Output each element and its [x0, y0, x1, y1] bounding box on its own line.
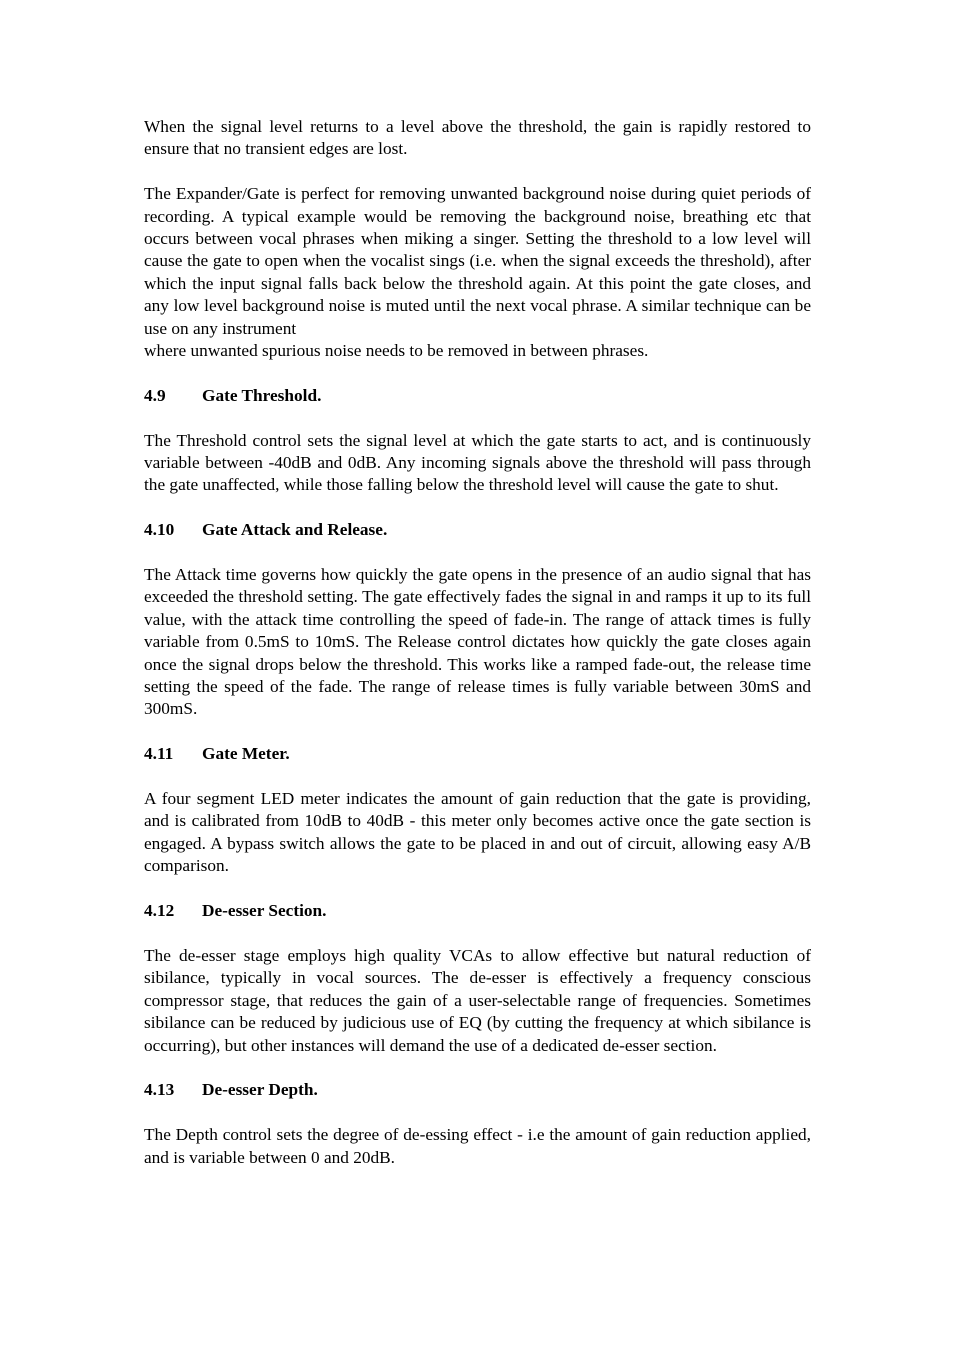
section-body-4-11: A four segment LED meter indicates the amount of gain reduction that the gate is providing, and is calibrated from 10dB to 40dB - this meter only becomes active once the gate section is engaged. A bypass switch allows the gate to be placed in and out of circuit, allowing easy A/B comparison.	[144, 789, 811, 876]
section-heading-4-9	[144, 385, 811, 407]
section-heading-4-10	[144, 519, 811, 541]
section-title: Gate Threshold.	[202, 385, 322, 405]
section-number: 4.9	[144, 385, 166, 405]
document-page	[144, 116, 811, 1191]
section-number: 4.10	[144, 520, 175, 540]
section-title: De-esser Depth.	[202, 1080, 318, 1100]
intro-paragraph-2-text: The Expander/Gate is perfect for removing unwanted background noise during quiet periods of recording. A typical example would be removing the background noise, breathing etc that occurs between vocal phrases when miking a singer. Setting the threshold to a low level will cause the gate to open when the vocalist sings (i.e. when the signal exceeds the threshold), after which the input signal falls back below the threshold again. At this point the gate closes, and any low level background noise is muted until the next vocal phrase. A similar technique can be use on any instrument	[144, 184, 811, 338]
section-body-4-10: The Attack time governs how quickly the gate opens in the presence of an audio signal that has exceeded the threshold setting. The gate effectively fades the signal in and ramps it up to its full value, with the attack time controlling the speed of fade-in. The range of attack times is fully variable from 0.5mS to 10mS. The Release control dictates how quickly the gate closes again once the signal drops below the threshold. This works like a ramped fade-out, the release time setting the speed of the fade. The range of release times is fully variable between 30mS and 300mS.	[144, 565, 811, 719]
section-body-4-13: The Depth control sets the degree of de-essing effect - i.e the amount of gain reduction applied, and is variable between 0 and 20dB.	[144, 1125, 811, 1167]
intro-paragraph-2	[144, 183, 811, 362]
section-body-4-9: The Threshold control sets the signal level at which the gate starts to act, and is continuously variable between -40dB and 0dB. Any incoming signals above the threshold will pass through the gate unaffected, while those falling below the threshold level will cause the gate to shut.	[144, 430, 811, 495]
section-title: De-esser Section.	[202, 901, 327, 921]
section-heading-4-13	[144, 1079, 811, 1101]
section-heading-4-11	[144, 743, 811, 765]
section-title: Gate Meter.	[202, 744, 290, 764]
section-body-4-12: The de-esser stage employs high quality VCAs to allow effective but natural reduction of sibilance, typically in vocal sources. The de-esser is effectively a frequency conscious compressor stage, that reduces the gain of a user-selectable range of frequencies. Sometimes sibilance can be reduced by judicious use of EQ (by cutting the frequency at which sibilance is occurring), but other instances will demand the use of a dedicated de-esser section.	[144, 945, 811, 1055]
intro-paragraph-1: When the signal level returns to a level above the threshold, the gain is rapidly restored to ensure that no transient edges are lost.	[144, 117, 811, 159]
intro-paragraph-2-tail: where unwanted spurious noise needs to be removed in between phrases.	[144, 341, 649, 361]
section-number: 4.11	[144, 744, 174, 764]
section-title: Gate Attack and Release.	[202, 520, 388, 540]
section-number: 4.13	[144, 1080, 175, 1100]
section-number: 4.12	[144, 901, 175, 921]
section-heading-4-12	[144, 900, 811, 922]
